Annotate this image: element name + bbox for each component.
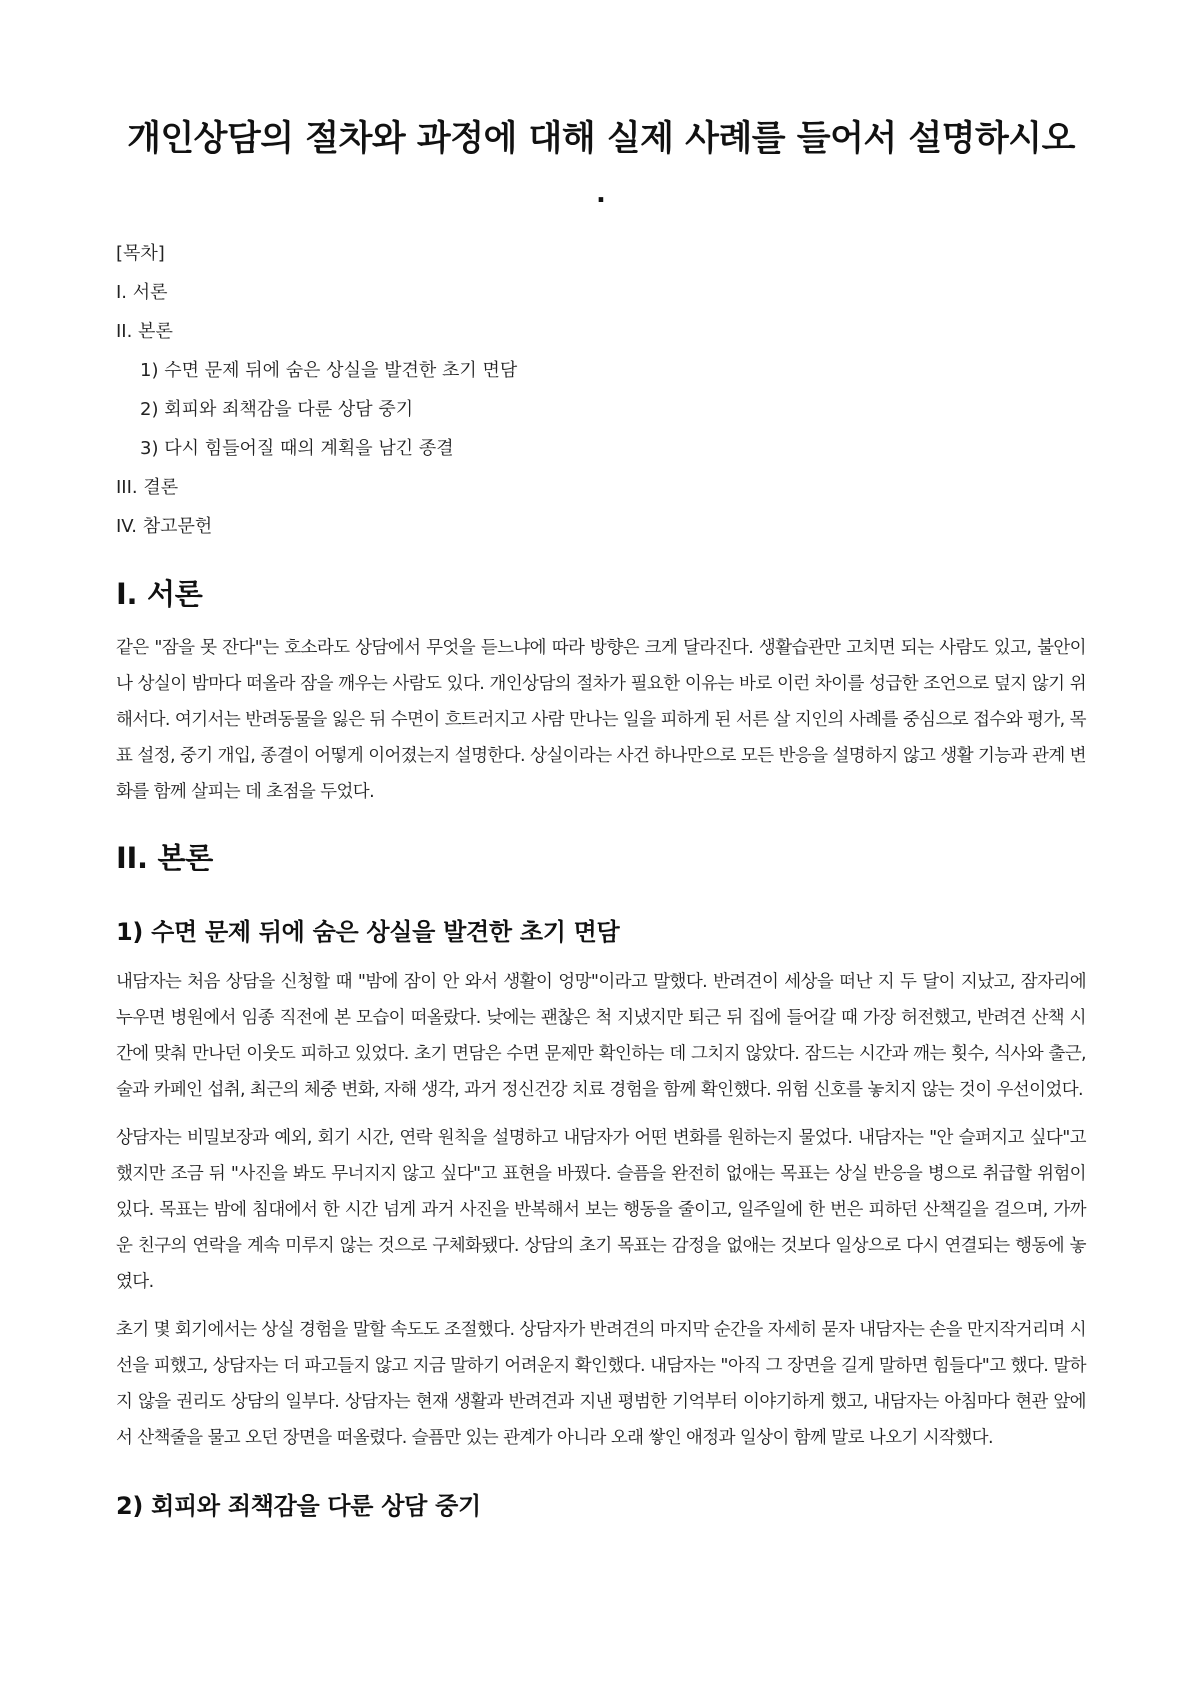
introduction-paragraph: 같은 "잠을 못 잔다"는 호소라도 상담에서 무엇을 듣느냐에 따라 방향은 크게 달라진다. 생활습관만 고치면 되는 사람도 있고, 불안이나 상실이 밤마다 떠올라 잠을 깨우는 사람도 있다. 개인상담의 절차가 필요한 이유는 바로 이런 차이를 성급한 조언으로 덮지 않기 위해서다. 여기서는 반려동물을 잃은 뒤 수면이 흐트러지고 사람 만나는 일을 피하게 된 서른 살 지인의 사례를 중심으로 접수와 평가, 목표 설정, 중기 개입, 종결이 어떻게 이어졌는지 설명한다. 상실이라는 사건 하나만으로 모든 반응을 설명하지 않고 생활 기능과 관계 변화를 함께 살피는 데 초점을 두었다. xyxy=(116,638,1086,802)
body-paragraph: 상담자는 비밀보장과 예외, 회기 시간, 연락 원칙을 설명하고 내담자가 어떤 변화를 원하는지 물었다. 내담자는 "안 슬퍼지고 싶다"고 했지만 조금 뒤 "사진을 봐도 무너지지 않고 싶다"고 표현을 바꿨다. 슬픔을 완전히 없애는 목표는 상실 반응을 병으로 취급할 위험이 있다. 목표는 밤에 침대에서 한 시간 넘게 과거 사진을 반복해서 보는 행동을 줄이고, 일주일에 한 번은 피하던 산책길을 걸으며, 가까운 친구의 연락을 계속 미루지 않는 것으로 구체화됐다. 상담의 초기 목표는 감정을 없애는 것보다 일상으로 다시 연결되는 행동에 놓였다. xyxy=(116,1128,1086,1292)
toc-item-sub-1: 1) 수면 문제 뒤에 숨은 상실을 발견한 초기 면담 xyxy=(140,360,518,381)
toc-item-conclusion: III. 결론 xyxy=(116,477,179,498)
toc-item-introduction: I. 서론 xyxy=(116,282,168,303)
subsection-heading-initial-interview: 1) 수면 문제 뒤에 숨은 상실을 발견한 초기 면담 xyxy=(116,918,620,946)
introduction-section xyxy=(116,570,1086,810)
body-paragraph: 초기 몇 회기에서는 상실 경험을 말할 속도도 조절했다. 상담자가 반려견의 마지막 순간을 자세히 묻자 내담자는 손을 만지작거리며 시선을 피했고, 상담자는 더 파고들지 않고 지금 말하기 어려운지 확인했다. 내담자는 "아직 그 장면을 길게 말하면 힘들다"고 했다. 말하지 않을 권리도 상담의 일부다. 상담자는 현재 생활과 반려견과 지낸 평범한 기억부터 이야기하게 했고, 내담자는 아침마다 현관 앞에서 산책줄을 물고 오던 장면을 떠올렸다. 슬픔만 있는 관계가 아니라 오래 쌓인 애정과 일상이 함께 말로 나오기 시작했다. xyxy=(116,1320,1086,1448)
document-title: 개인상담의 절차와 과정에 대해 실제 사례를 들어서 설명하시오 xyxy=(127,119,1075,159)
section-heading-main-body: II. 본론 xyxy=(116,841,213,875)
main-body-section xyxy=(116,834,1086,1526)
title-period: . xyxy=(596,179,606,209)
section-heading-introduction: I. 서론 xyxy=(116,577,203,611)
toc-item-main-body: II. 본론 xyxy=(116,321,173,342)
body-paragraph: 내담자는 처음 상담을 신청할 때 "밤에 잠이 안 와서 생활이 엉망"이라고 말했다. 반려견이 세상을 떠난 지 두 달이 지났고, 잠자리에 누우면 병원에서 임종 직전에 본 모습이 떠올랐다. 낮에는 괜찮은 척 지냈지만 퇴근 뒤 집에 들어갈 때 가장 허전했고, 반려견 산책 시간에 맞춰 만나던 이웃도 피하고 있었다. 초기 면담은 수면 문제만 확인하는 데 그치지 않았다. 잠드는 시간과 깨는 횟수, 식사와 출근, 술과 카페인 섭취, 최근의 체중 변화, 자해 생각, 과거 정신건강 치료 경험을 함께 확인했다. 위험 신호를 놓치지 않는 것이 우선이었다. xyxy=(116,972,1086,1100)
toc-item-sub-3: 3) 다시 힘들어질 때의 계획을 남긴 종결 xyxy=(140,438,454,459)
toc-item-sub-2: 2) 회피와 죄책감을 다룬 상담 중기 xyxy=(140,399,414,420)
toc-heading: [목차] xyxy=(116,243,165,264)
subsection-heading-middle-stage: 2) 회피와 죄책감을 다룬 상담 중기 xyxy=(116,1492,481,1520)
toc-item-references: IV. 참고문헌 xyxy=(116,516,213,537)
table-of-contents xyxy=(116,234,1086,546)
